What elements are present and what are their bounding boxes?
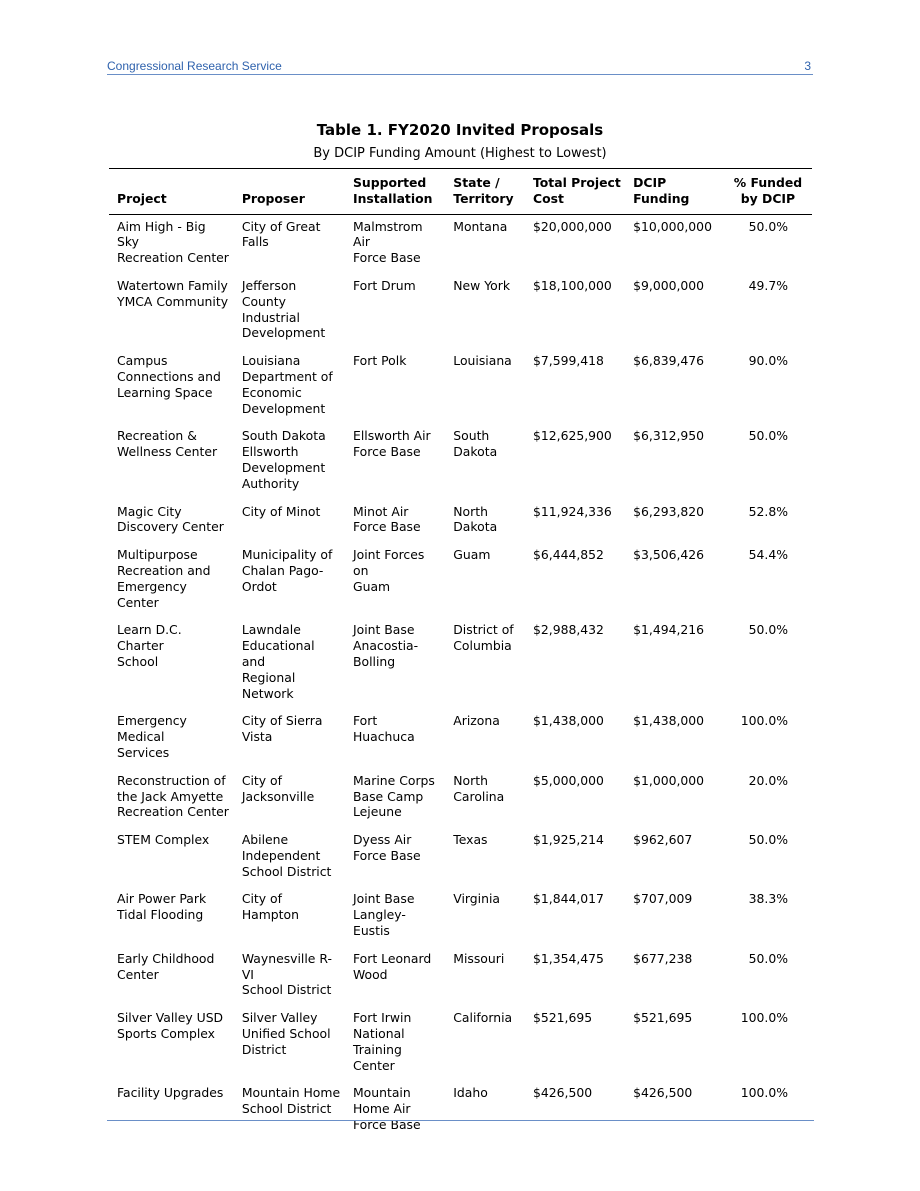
table-row	[109, 543, 812, 618]
cell-state: California	[453, 1010, 513, 1026]
cell-state: Idaho	[453, 1085, 488, 1101]
cell-total-cost: $1,354,475	[532, 950, 604, 966]
cell-proposer: South Dakota Ellsworth Development Authority	[241, 428, 326, 491]
cell-pct-funded: 50.0%	[748, 950, 788, 966]
table-row	[109, 709, 812, 768]
cell-proposer: City of Minot	[241, 503, 321, 519]
cell-installation: Joint Forces on Guam	[352, 547, 425, 594]
cell-project: Emergency Medical Services	[117, 713, 187, 760]
column-header-installation: Supported Installation	[345, 169, 445, 215]
cell-proposer: Municipality of Chalan Pago- Ordot	[241, 547, 333, 594]
cell-state: Montana	[453, 218, 508, 234]
table-row	[109, 769, 812, 828]
cell-installation: Mountain Home Air Force Base	[352, 1085, 421, 1133]
cell-total-cost: $6,444,852	[532, 547, 604, 563]
table-title: Table 1. FY2020 Invited Proposals	[316, 121, 604, 139]
cell-total-cost: $5,000,000	[532, 772, 604, 788]
cell-total-cost: $2,988,432	[532, 622, 604, 638]
cell-total-cost: $7,599,418	[532, 353, 604, 369]
cell-proposer: City of Jacksonville	[241, 772, 315, 804]
page-number: 3	[804, 59, 811, 73]
cell-state: North Carolina	[453, 772, 505, 804]
cell-project: Air Power Park Tidal Flooding	[117, 891, 207, 923]
cell-dcip-funding: $962,607	[633, 832, 693, 848]
cell-pct-funded: 20.0%	[748, 772, 788, 788]
footer-rule	[107, 1120, 814, 1121]
cell-state: New York	[453, 277, 511, 293]
cell-dcip-funding: $707,009	[633, 891, 693, 907]
column-header-project: Project	[109, 169, 234, 215]
cell-proposer: Louisiana Department of Economic Development	[241, 353, 333, 416]
cell-proposer: City of Hampton	[241, 891, 299, 923]
cell-state: South Dakota	[453, 428, 498, 460]
proposals-table	[109, 168, 812, 1141]
cell-dcip-funding: $3,506,426	[633, 547, 705, 563]
cell-dcip-funding: $521,695	[633, 1010, 693, 1026]
cell-installation: Ellsworth Air Force Base	[352, 428, 431, 460]
cell-pct-funded: 50.0%	[748, 622, 788, 638]
cell-dcip-funding: $10,000,000	[633, 218, 712, 234]
cell-installation: Fort Leonard Wood	[352, 950, 432, 982]
cell-total-cost: $20,000,000	[532, 218, 612, 234]
column-header-pct-funded: % Funded by DCIP	[720, 169, 812, 215]
column-header-proposer: Proposer	[234, 169, 345, 215]
cell-total-cost: $426,500	[532, 1085, 593, 1101]
cell-state: Louisiana	[453, 353, 512, 369]
cell-installation: Fort Drum	[352, 277, 416, 293]
table-subtitle: By DCIP Funding Amount (Highest to Lowest)	[313, 146, 607, 161]
cell-installation: Fort Polk	[352, 353, 407, 369]
cell-proposer: Silver Valley Unified School District	[241, 1010, 331, 1057]
table-row	[109, 349, 812, 424]
cell-proposer: Jefferson County Industrial Development	[241, 277, 326, 341]
cell-pct-funded: 50.0%	[748, 428, 788, 444]
cell-dcip-funding: $9,000,000	[633, 277, 705, 293]
cell-total-cost: $18,100,000	[532, 277, 612, 293]
cell-project: Multipurpose Recreation and Emergency Center	[117, 547, 211, 610]
cell-installation: Joint Base Langley-Eustis	[352, 891, 415, 939]
cell-dcip-funding: $677,238	[633, 950, 693, 966]
cell-installation: Fort Huachuca	[352, 713, 415, 745]
column-header-state: State / Territory	[445, 169, 525, 215]
cell-state: Virginia	[453, 891, 500, 907]
cell-installation: Malmstrom Air Force Base	[352, 218, 423, 266]
cell-state: Missouri	[453, 950, 505, 966]
table-row	[109, 1081, 812, 1140]
cell-proposer: Waynesville R-VI School District	[241, 950, 332, 998]
cell-project: Silver Valley USD Sports Complex	[117, 1010, 224, 1042]
cell-state: District of Columbia	[453, 622, 514, 654]
cell-total-cost: $1,844,017	[532, 891, 604, 907]
cell-dcip-funding: $6,839,476	[633, 353, 705, 369]
cell-state: Guam	[453, 547, 491, 563]
column-header-total-cost: Total Project Cost	[525, 169, 625, 215]
table-row	[109, 274, 812, 349]
cell-installation: Minot Air Force Base	[352, 503, 421, 535]
cell-dcip-funding: $426,500	[633, 1085, 693, 1101]
cell-total-cost: $1,925,214	[532, 832, 604, 848]
cell-state: North Dakota	[453, 503, 498, 535]
table-row	[109, 1006, 812, 1081]
cell-total-cost: $521,695	[532, 1010, 593, 1026]
cell-state: Texas	[453, 832, 488, 848]
cell-state: Arizona	[453, 713, 500, 729]
table-row	[109, 214, 812, 274]
cell-proposer: City of Great Falls	[241, 218, 321, 250]
cell-dcip-funding: $1,000,000	[633, 772, 705, 788]
cell-project: Facility Upgrades	[117, 1085, 224, 1101]
cell-project: Watertown Family YMCA Community	[117, 277, 229, 309]
cell-pct-funded: 100.0%	[740, 713, 788, 729]
cell-project: Aim High - Big Sky Recreation Center	[117, 218, 229, 266]
cell-pct-funded: 100.0%	[740, 1010, 788, 1026]
cell-total-cost: $1,438,000	[532, 713, 604, 729]
table-row	[109, 828, 812, 887]
cell-pct-funded: 90.0%	[748, 353, 788, 369]
cell-project: Early Childhood Center	[117, 950, 215, 982]
cell-proposer: Mountain Home School District	[241, 1085, 341, 1117]
cell-pct-funded: 49.7%	[748, 277, 788, 293]
cell-pct-funded: 52.8%	[748, 503, 788, 519]
cell-installation: Marine Corps Base Camp Lejeune	[352, 772, 435, 820]
cell-installation: Fort Irwin National Training Center	[352, 1010, 412, 1073]
cell-pct-funded: 38.3%	[748, 891, 788, 907]
cell-project: Campus Connections and Learning Space	[117, 353, 221, 400]
cell-pct-funded: 50.0%	[748, 218, 788, 234]
cell-total-cost: $11,924,336	[532, 503, 612, 519]
cell-dcip-funding: $1,438,000	[633, 713, 705, 729]
column-header-dcip-funding: DCIP Funding	[625, 169, 720, 215]
cell-total-cost: $12,625,900	[532, 428, 612, 444]
cell-dcip-funding: $1,494,216	[633, 622, 705, 638]
table-row	[109, 424, 812, 499]
cell-project: Recreation & Wellness Center	[117, 428, 218, 460]
cell-project: Magic City Discovery Center	[117, 503, 224, 535]
cell-proposer: Lawndale Educational and Regional Network	[241, 622, 315, 701]
cell-project: Learn D.C. Charter School	[117, 622, 182, 669]
table-header-row	[109, 169, 812, 215]
table-row	[109, 947, 812, 1006]
table-row	[109, 500, 812, 544]
cell-dcip-funding: $6,293,820	[633, 503, 705, 519]
cell-pct-funded: 50.0%	[748, 832, 788, 848]
cell-installation: Joint Base Anacostia- Bolling	[352, 622, 419, 669]
cell-dcip-funding: $6,312,950	[633, 428, 705, 444]
cell-proposer: City of Sierra Vista	[241, 713, 323, 745]
cell-pct-funded: 100.0%	[740, 1085, 788, 1101]
table-body	[109, 214, 812, 1141]
cell-project: Reconstruction of the Jack Amyette Recreation Center	[117, 772, 229, 820]
cell-project: STEM Complex	[117, 832, 210, 848]
page-header	[107, 58, 813, 75]
cell-proposer: Abilene Independent School District	[241, 832, 332, 879]
cell-installation: Dyess Air Force Base	[352, 832, 421, 863]
organization-name: Congressional Research Service	[107, 59, 282, 73]
cell-pct-funded: 54.4%	[748, 547, 788, 563]
table-row	[109, 618, 812, 709]
table-row	[109, 887, 812, 946]
